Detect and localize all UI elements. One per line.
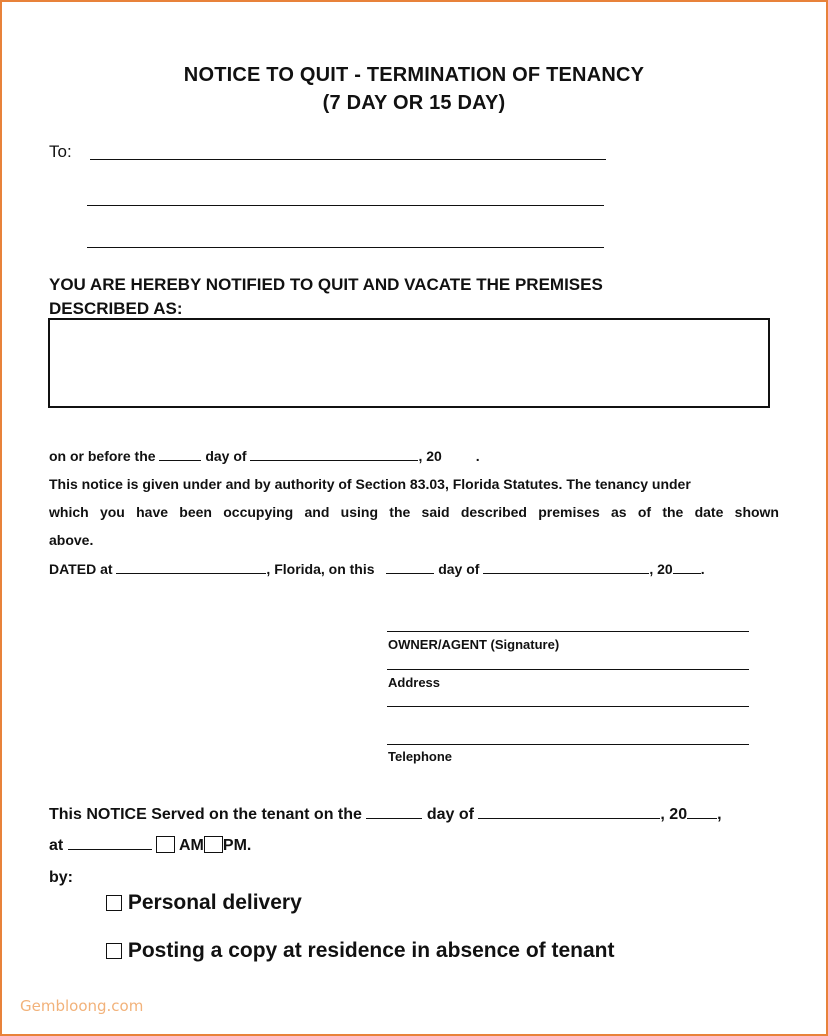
- dated-year-field[interactable]: [673, 561, 701, 574]
- posting-copy-label: Posting a copy at residence in absence of tenant: [127, 939, 615, 962]
- dated-row: [49, 561, 705, 577]
- on-before-day-field[interactable]: [159, 448, 201, 461]
- on-before-day-of-label: day of: [205, 448, 247, 464]
- address-line-1[interactable]: [387, 669, 749, 670]
- on-before-month-field[interactable]: [250, 448, 418, 461]
- option-personal-delivery[interactable]: [106, 891, 302, 915]
- service-row: [49, 805, 722, 824]
- dated-period: .: [700, 561, 705, 577]
- service-year-field[interactable]: [687, 805, 717, 819]
- option-posting-copy[interactable]: [106, 939, 614, 963]
- personal-delivery-checkbox[interactable]: [106, 895, 122, 911]
- am-checkbox[interactable]: [156, 836, 175, 853]
- authority-line-2: which you have been occupying and using the said described premises as of the date shown: [49, 504, 779, 520]
- service-month-field[interactable]: [478, 805, 660, 819]
- form-title: NOTICE TO QUIT - TERMINATION OF TENANCY: [183, 64, 645, 86]
- posting-copy-checkbox[interactable]: [106, 943, 122, 959]
- personal-delivery-label: Personal delivery: [127, 891, 302, 914]
- service-year-label: , 20: [660, 806, 688, 823]
- to-label: To:: [49, 142, 72, 161]
- dated-florida-label: , Florida, on this: [266, 561, 375, 577]
- on-before-row: [49, 448, 480, 464]
- service-comma: ,: [717, 806, 722, 823]
- dated-label: DATED at: [49, 561, 113, 577]
- service-day-of-label: day of: [426, 806, 474, 823]
- am-label: AM: [179, 837, 204, 854]
- owner-signature-line[interactable]: [387, 631, 749, 632]
- telephone-label: Telephone: [388, 749, 453, 764]
- service-label: This NOTICE Served on the tenant on the: [49, 806, 362, 823]
- owner-signature-label: OWNER/AGENT (Signature): [388, 637, 560, 652]
- by-label: by:: [49, 869, 73, 886]
- pm-label: PM.: [222, 837, 252, 854]
- service-time-row: [49, 836, 251, 855]
- on-before-year-label: , 20: [418, 448, 442, 464]
- form-subtitle: (7 DAY OR 15 DAY): [322, 92, 506, 114]
- to-name-line[interactable]: [90, 159, 606, 160]
- on-before-label: on or before the: [49, 448, 156, 464]
- dated-year-label: , 20: [649, 561, 673, 577]
- telephone-line[interactable]: [387, 744, 749, 745]
- address-label: Address: [388, 675, 441, 690]
- dated-city-field[interactable]: [116, 561, 266, 574]
- dated-month-field[interactable]: [483, 561, 649, 574]
- pm-checkbox[interactable]: [204, 836, 223, 853]
- to-address-line-2[interactable]: [87, 247, 604, 248]
- premises-description-box[interactable]: [48, 318, 770, 408]
- service-at-label: at: [49, 837, 64, 854]
- dated-day-of-label: day of: [438, 561, 480, 577]
- on-before-period: .: [475, 448, 480, 464]
- authority-line-3: above.: [49, 532, 94, 548]
- to-address-line-1[interactable]: [87, 205, 604, 206]
- dated-day-field[interactable]: [386, 561, 434, 574]
- service-day-field[interactable]: [366, 805, 422, 819]
- notice-heading-line2: DESCRIBED AS:: [49, 299, 183, 318]
- service-time-field[interactable]: [68, 836, 152, 850]
- watermark: Gembloong.com: [20, 997, 144, 1015]
- authority-line-1: This notice is given under and by authority of Section 83.03, Florida Statutes. The tenancy under: [49, 476, 691, 492]
- notice-heading-line1: YOU ARE HEREBY NOTIFIED TO QUIT AND VACATE THE PREMISES: [49, 275, 603, 294]
- address-line-2[interactable]: [387, 706, 749, 707]
